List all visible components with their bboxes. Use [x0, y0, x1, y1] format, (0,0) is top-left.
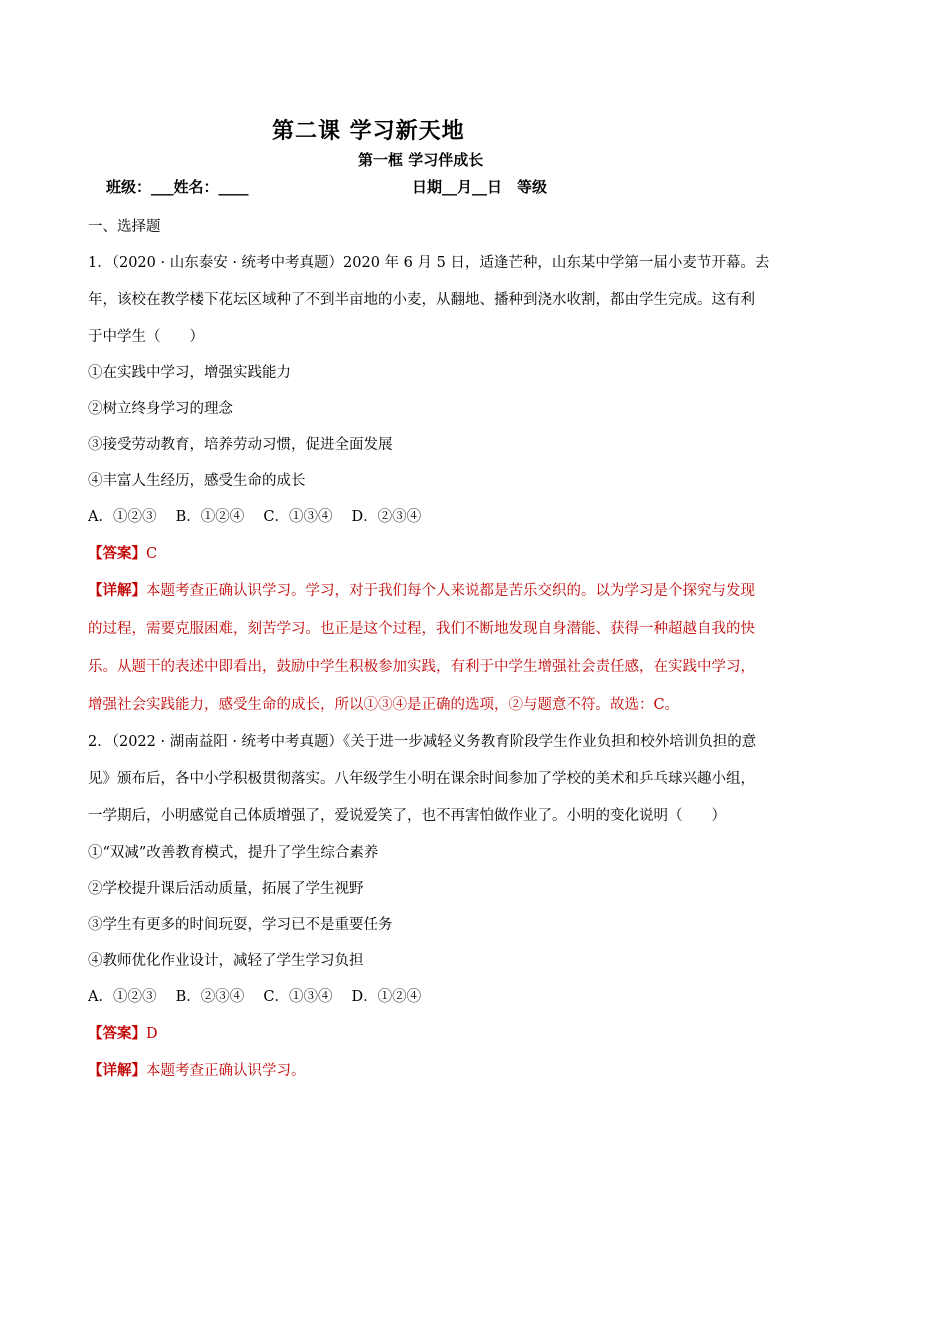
answer-value: D [146, 1026, 158, 1042]
q1-stem-line: 于中学生（ ） [88, 329, 204, 345]
q2-stem-line: 一学期后，小明感觉自己体质增强了，爱说爱笑了，也不再害怕做作业了。小明的变化说明（ ） [88, 808, 726, 824]
q1-option: ②树立终身学习的理念 [88, 401, 233, 417]
q2-detail-line [88, 1061, 868, 1081]
answer-tag: 【答案】 [88, 1025, 146, 1042]
detail-text: 本题考查正确认识学习。 [146, 1063, 306, 1079]
class-name-field: 班级：___姓名：____ [106, 178, 249, 196]
q1-choices: A．①②③ B．①②④ C．①③④ D．②③④ [88, 509, 422, 525]
q1-detail-line: 乐。从题干的表述中即看出，鼓励中学生积极参加实践，有利于中学生增强社会责任感，在实践中学习， [88, 659, 755, 675]
detail-text: 本题考查正确认识学习。学习，对于我们每个人来说都是苦乐交织的。以为学习是个探究与发现 [146, 583, 755, 599]
q2-answer [88, 1024, 868, 1044]
q2-option: ①“双减”改善教育模式，提升了学生综合素养 [88, 845, 379, 861]
q1-option: ④丰富人生经历，感受生命的成长 [88, 473, 306, 489]
q1-detail-line: 的过程，需要克服困难，刻苦学习。也正是这个过程，我们不断地发现自身潜能、获得一种超越自我的快 [88, 621, 755, 637]
q2-option: ③学生有更多的时间玩耍，学习已不是重要任务 [88, 917, 393, 933]
q1-stem-line: 年，该校在教学楼下花坛区域种了不到半亩地的小麦，从翻地、播种到浇水收割，都由学生完成。这有利 [88, 292, 755, 308]
answer-tag: 【答案】 [88, 545, 146, 562]
answer-value: C [146, 546, 158, 562]
q2-option: ②学校提升课后活动质量，拓展了学生视野 [88, 881, 364, 897]
q1-detail-line: 增强社会实践能力，感受生命的成长，所以①③④是正确的选项，②与题意不符。故选：C。 [88, 697, 680, 713]
q1-option: ③接受劳动教育，培养劳动习惯，促进全面发展 [88, 437, 393, 453]
detail-tag: 【详解】 [88, 582, 146, 599]
q2-choices: A．①②③ B．②③④ C．①③④ D．①②④ [88, 989, 422, 1005]
section-heading: 一、选择题 [88, 219, 161, 235]
lesson-title: 第二课 学习新天地 [272, 118, 465, 144]
q2-option: ④教师优化作业设计，减轻了学生学习负担 [88, 953, 364, 969]
q2-stem-line: 2．（2022 · 湖南益阳 · 统考中考真题）《关于进一步减轻义务教育阶段学生作业负担和校外培训负担的意 [88, 734, 757, 750]
date-grade-field: 日期__月__日 等级 [412, 178, 548, 196]
q1-stem-line: 1．（2020 · 山东泰安 · 统考中考真题）2020 年 6 月 5 日，适逢芒种，山东某中学第一届小麦节开幕。去 [88, 255, 770, 271]
q1-option: ①在实践中学习，增强实践能力 [88, 365, 291, 381]
q1-answer [88, 544, 868, 564]
detail-tag: 【详解】 [88, 1062, 146, 1079]
q1-detail-line [88, 581, 868, 601]
q2-stem-line: 见》颁布后，各中小学积极贯彻落实。八年级学生小明在课余时间参加了学校的美术和乒乓球兴趣小组， [88, 771, 755, 787]
section-subtitle: 第一框 学习伴成长 [358, 151, 484, 169]
